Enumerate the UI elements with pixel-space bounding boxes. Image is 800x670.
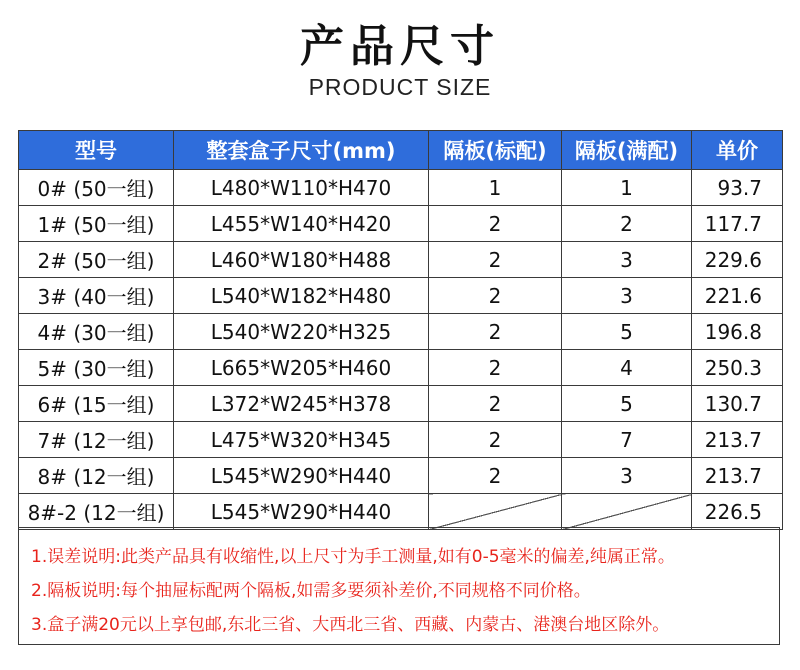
table-row <box>19 350 783 386</box>
price-cell: 213.7 <box>692 458 783 494</box>
partition-standard-cell: 2 <box>429 458 562 494</box>
price-cell: 229.6 <box>692 242 783 278</box>
model-cell: 6# (15一组) <box>19 386 174 422</box>
price-cell: 226.5 <box>692 494 783 530</box>
price-cell: 93.7 <box>692 170 783 206</box>
column-header-price: 单价 <box>692 131 783 170</box>
notes-box <box>18 527 780 645</box>
model-cell: 2# (50一组) <box>19 242 174 278</box>
table-row <box>19 242 783 278</box>
price-cell: 196.8 <box>692 314 783 350</box>
partition-full-cell: 7 <box>562 422 692 458</box>
partition-full-cell: 3 <box>562 458 692 494</box>
note-shipping: 3.盒子满20元以上享包邮,东北三省、大西北三省、西藏、内蒙古、港澳台地区除外。 <box>31 615 670 635</box>
price-cell: 130.7 <box>692 386 783 422</box>
column-header-partition-full: 隔板(满配) <box>562 131 692 170</box>
price-cell: 117.7 <box>692 206 783 242</box>
table-row <box>19 494 783 530</box>
model-cell: 3# (40一组) <box>19 278 174 314</box>
size-cell: L665*W205*H460 <box>174 350 429 386</box>
model-cell: 7# (12一组) <box>19 422 174 458</box>
partition-standard-cell: 2 <box>429 422 562 458</box>
partition-full-cell: 5 <box>562 386 692 422</box>
partition-full-cell: 3 <box>562 278 692 314</box>
price-cell: 213.7 <box>692 422 783 458</box>
partition-standard-cell: 2 <box>429 206 562 242</box>
size-cell: L455*W140*H420 <box>174 206 429 242</box>
partition-standard-cell: 2 <box>429 278 562 314</box>
partition-standard-cell: 2 <box>429 386 562 422</box>
model-cell: 8#-2 (12一组) <box>19 494 174 530</box>
column-header-model: 型号 <box>19 131 174 170</box>
partition-standard-cell: 2 <box>429 350 562 386</box>
size-cell: L480*W110*H470 <box>174 170 429 206</box>
partition-full-cell: 1 <box>562 170 692 206</box>
partition-full-cell: 2 <box>562 206 692 242</box>
size-cell: L540*W182*H480 <box>174 278 429 314</box>
column-header-size: 整套盒子尺寸(mm) <box>174 131 429 170</box>
partition-standard-cell-empty <box>429 494 562 530</box>
model-cell: 4# (30一组) <box>19 314 174 350</box>
size-cell: L460*W180*H488 <box>174 242 429 278</box>
partition-standard-cell: 2 <box>429 242 562 278</box>
note-tolerance: 1.误差说明:此类产品具有收缩性,以上尺寸为手工测量,如有0-5毫米的偏差,纯属正常。 <box>31 547 675 567</box>
table-row <box>19 386 783 422</box>
model-cell: 1# (50一组) <box>19 206 174 242</box>
partition-full-cell-empty <box>562 494 692 530</box>
model-cell: 8# (12一组) <box>19 458 174 494</box>
page-title: 产品尺寸 <box>300 21 500 72</box>
size-cell: L475*W320*H345 <box>174 422 429 458</box>
partition-standard-cell: 1 <box>429 170 562 206</box>
partition-full-cell: 4 <box>562 350 692 386</box>
price-cell: 221.6 <box>692 278 783 314</box>
size-cell: L545*W290*H440 <box>174 494 429 530</box>
table-row <box>19 278 783 314</box>
note-partition: 2.隔板说明:每个抽屉标配两个隔板,如需多要须补差价,不同规格不同价格。 <box>31 581 591 601</box>
table-row <box>19 314 783 350</box>
table-row <box>19 458 783 494</box>
model-cell: 5# (30一组) <box>19 350 174 386</box>
size-cell: L545*W290*H440 <box>174 458 429 494</box>
page-subtitle: PRODUCT SIZE <box>308 74 492 100</box>
partition-standard-cell: 2 <box>429 314 562 350</box>
size-cell: L372*W245*H378 <box>174 386 429 422</box>
price-cell: 250.3 <box>692 350 783 386</box>
size-cell: L540*W220*H325 <box>174 314 429 350</box>
table-row <box>19 422 783 458</box>
model-cell: 0# (50一组) <box>19 170 174 206</box>
partition-full-cell: 5 <box>562 314 692 350</box>
table-row <box>19 206 783 242</box>
table-row <box>19 170 783 206</box>
product-size-table <box>18 130 783 530</box>
partition-full-cell: 3 <box>562 242 692 278</box>
column-header-partition-standard: 隔板(标配) <box>429 131 562 170</box>
table-header-row <box>19 131 783 170</box>
